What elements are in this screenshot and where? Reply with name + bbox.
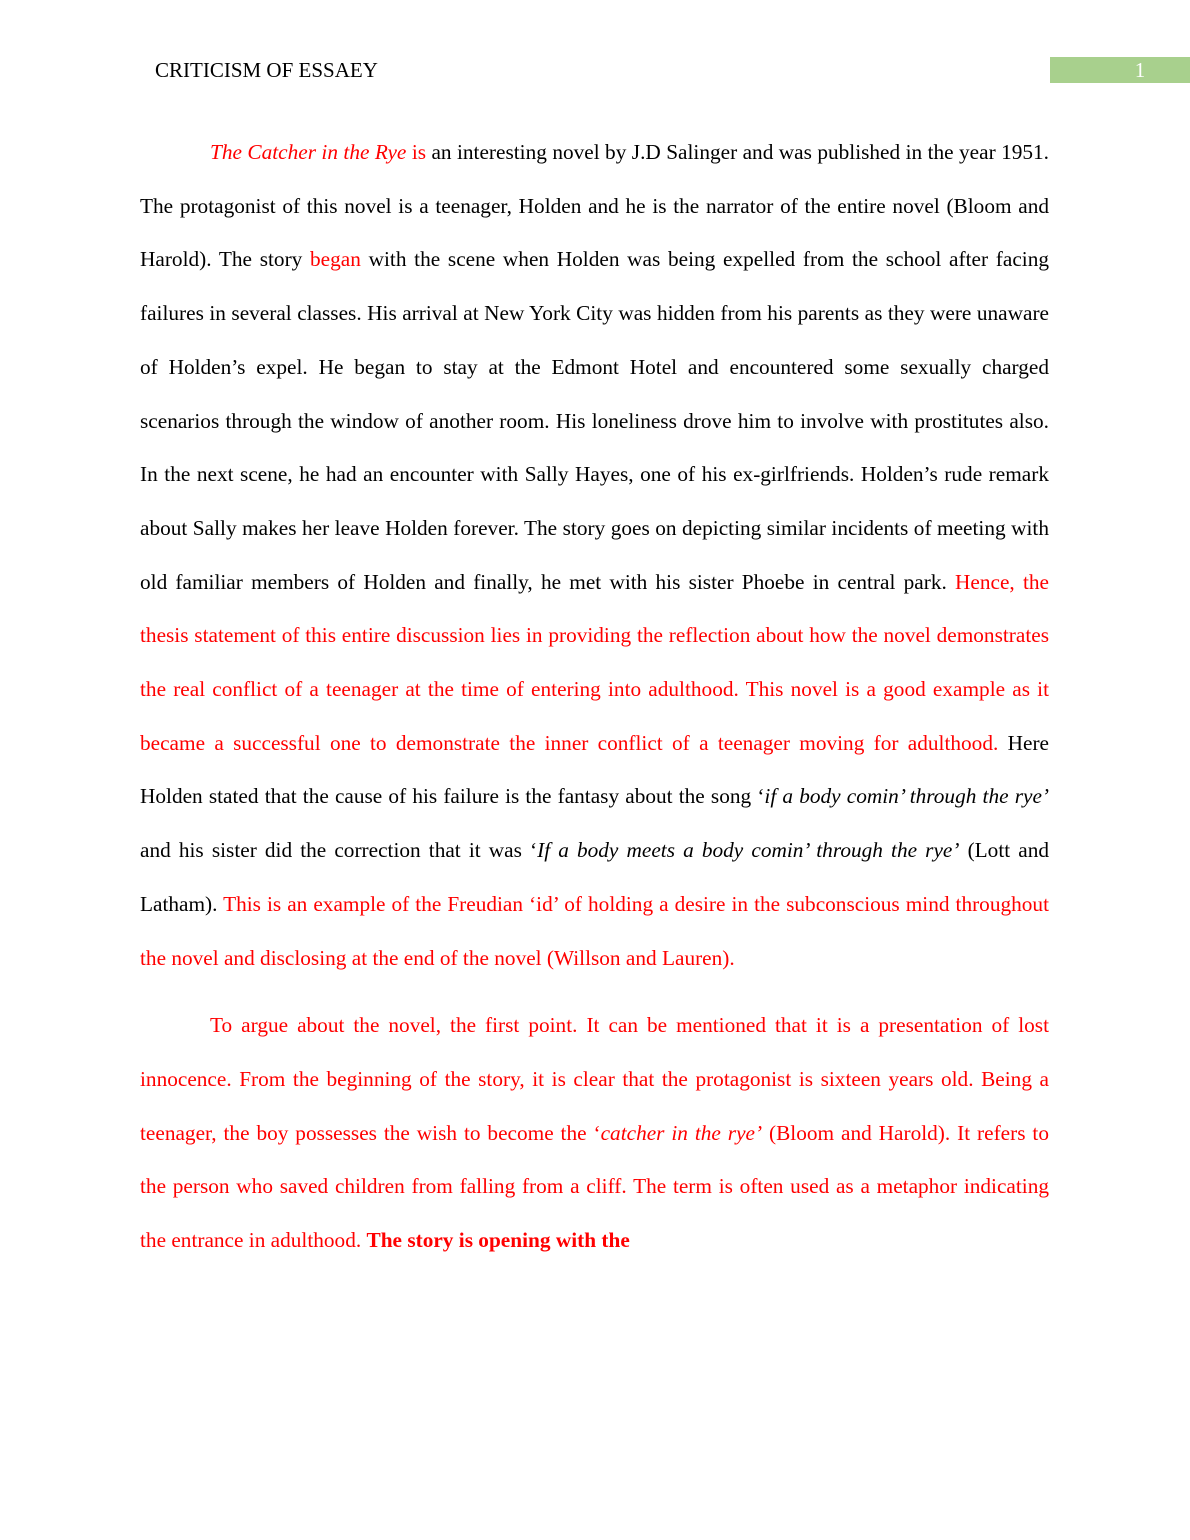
paragraph-1 — [140, 126, 1049, 985]
text-segment: began — [310, 247, 361, 272]
text-segment: The story is opening with the — [366, 1228, 630, 1253]
text-segment: Here Holden stated that the cause of his failure is the fantasy about the song ‘ — [140, 730, 1050, 809]
text-segment: To argue about the novel, the first point. It can be mentioned that it is a presentation of lost innocence. From the beginning of the story, it is clear that the protagonist is sixteen years old. Being a teenager, the boy possesses the wish to become the ‘ — [140, 1013, 1049, 1145]
page-number: 1 — [1134, 58, 1146, 82]
text-segment: is — [406, 140, 427, 164]
text-segment: The Catcher in the Rye — [210, 140, 407, 164]
text-segment: (Bloom and Harold). It refers to the person who saved children from falling from a cliff. The term is often used as a metaphor indicating the entrance in adulthood. — [140, 1120, 1049, 1253]
text-segment: an interesting novel by J.D Salinger and was published in the year 1951. The protagonist of this novel is a teenager, Holden and he is the narrator of the entire novel (Bloom and Harold). The story — [140, 140, 1050, 272]
page-number-box — [1050, 57, 1190, 83]
running-header-title: CRITICISM OF ESSAEY — [155, 58, 378, 82]
text-segment: (Lott and Latham). — [140, 838, 1050, 916]
text-segment: and his sister did the correction that it was ‘ — [140, 838, 538, 863]
text-segment: with the scene when Holden was being expelled from the school after facing failures in several classes. His arrival at New York City was hidden from his parents as they were unaware of Holden’s expel. He began to stay at the Edmont Hotel and encountered some sexually charged scenarios through the window of another room. His loneliness drove him to involve with prostitutes also. In the next scene, he had an encounter with Sally Hayes, one of his ex-girlfriends. Holden’s rude remark about Sally makes her leave Holden forever. The story goes on depicting similar incidents of meeting with old familiar members of Holden and finally, he met with his sister Phoebe in central park. — [140, 247, 1049, 594]
text-segment: Hence, the thesis statement of this entire discussion lies in providing the reflection about how the novel demonstrates the real conflict of a teenager at the time of entering into adulthood. This novel is a good example as it became a successful one to demonstrate the inner conflict of a teenager moving for adulthood. — [140, 569, 1049, 755]
text-segment: This is an example of the Freudian ‘id’ of holding a desire in the subconscious mind throughout the novel and disclosing at the end of the novel (Willson and Lauren). — [140, 891, 1049, 970]
text-segment: If a body meets a body comin’ through the rye’ — [537, 838, 960, 863]
document-body — [140, 126, 1049, 1268]
text-segment: if a body comin’ through the rye’ — [764, 784, 1049, 809]
text-segment: catcher in the rye’ — [600, 1120, 763, 1145]
paragraph-2 — [140, 999, 1049, 1268]
